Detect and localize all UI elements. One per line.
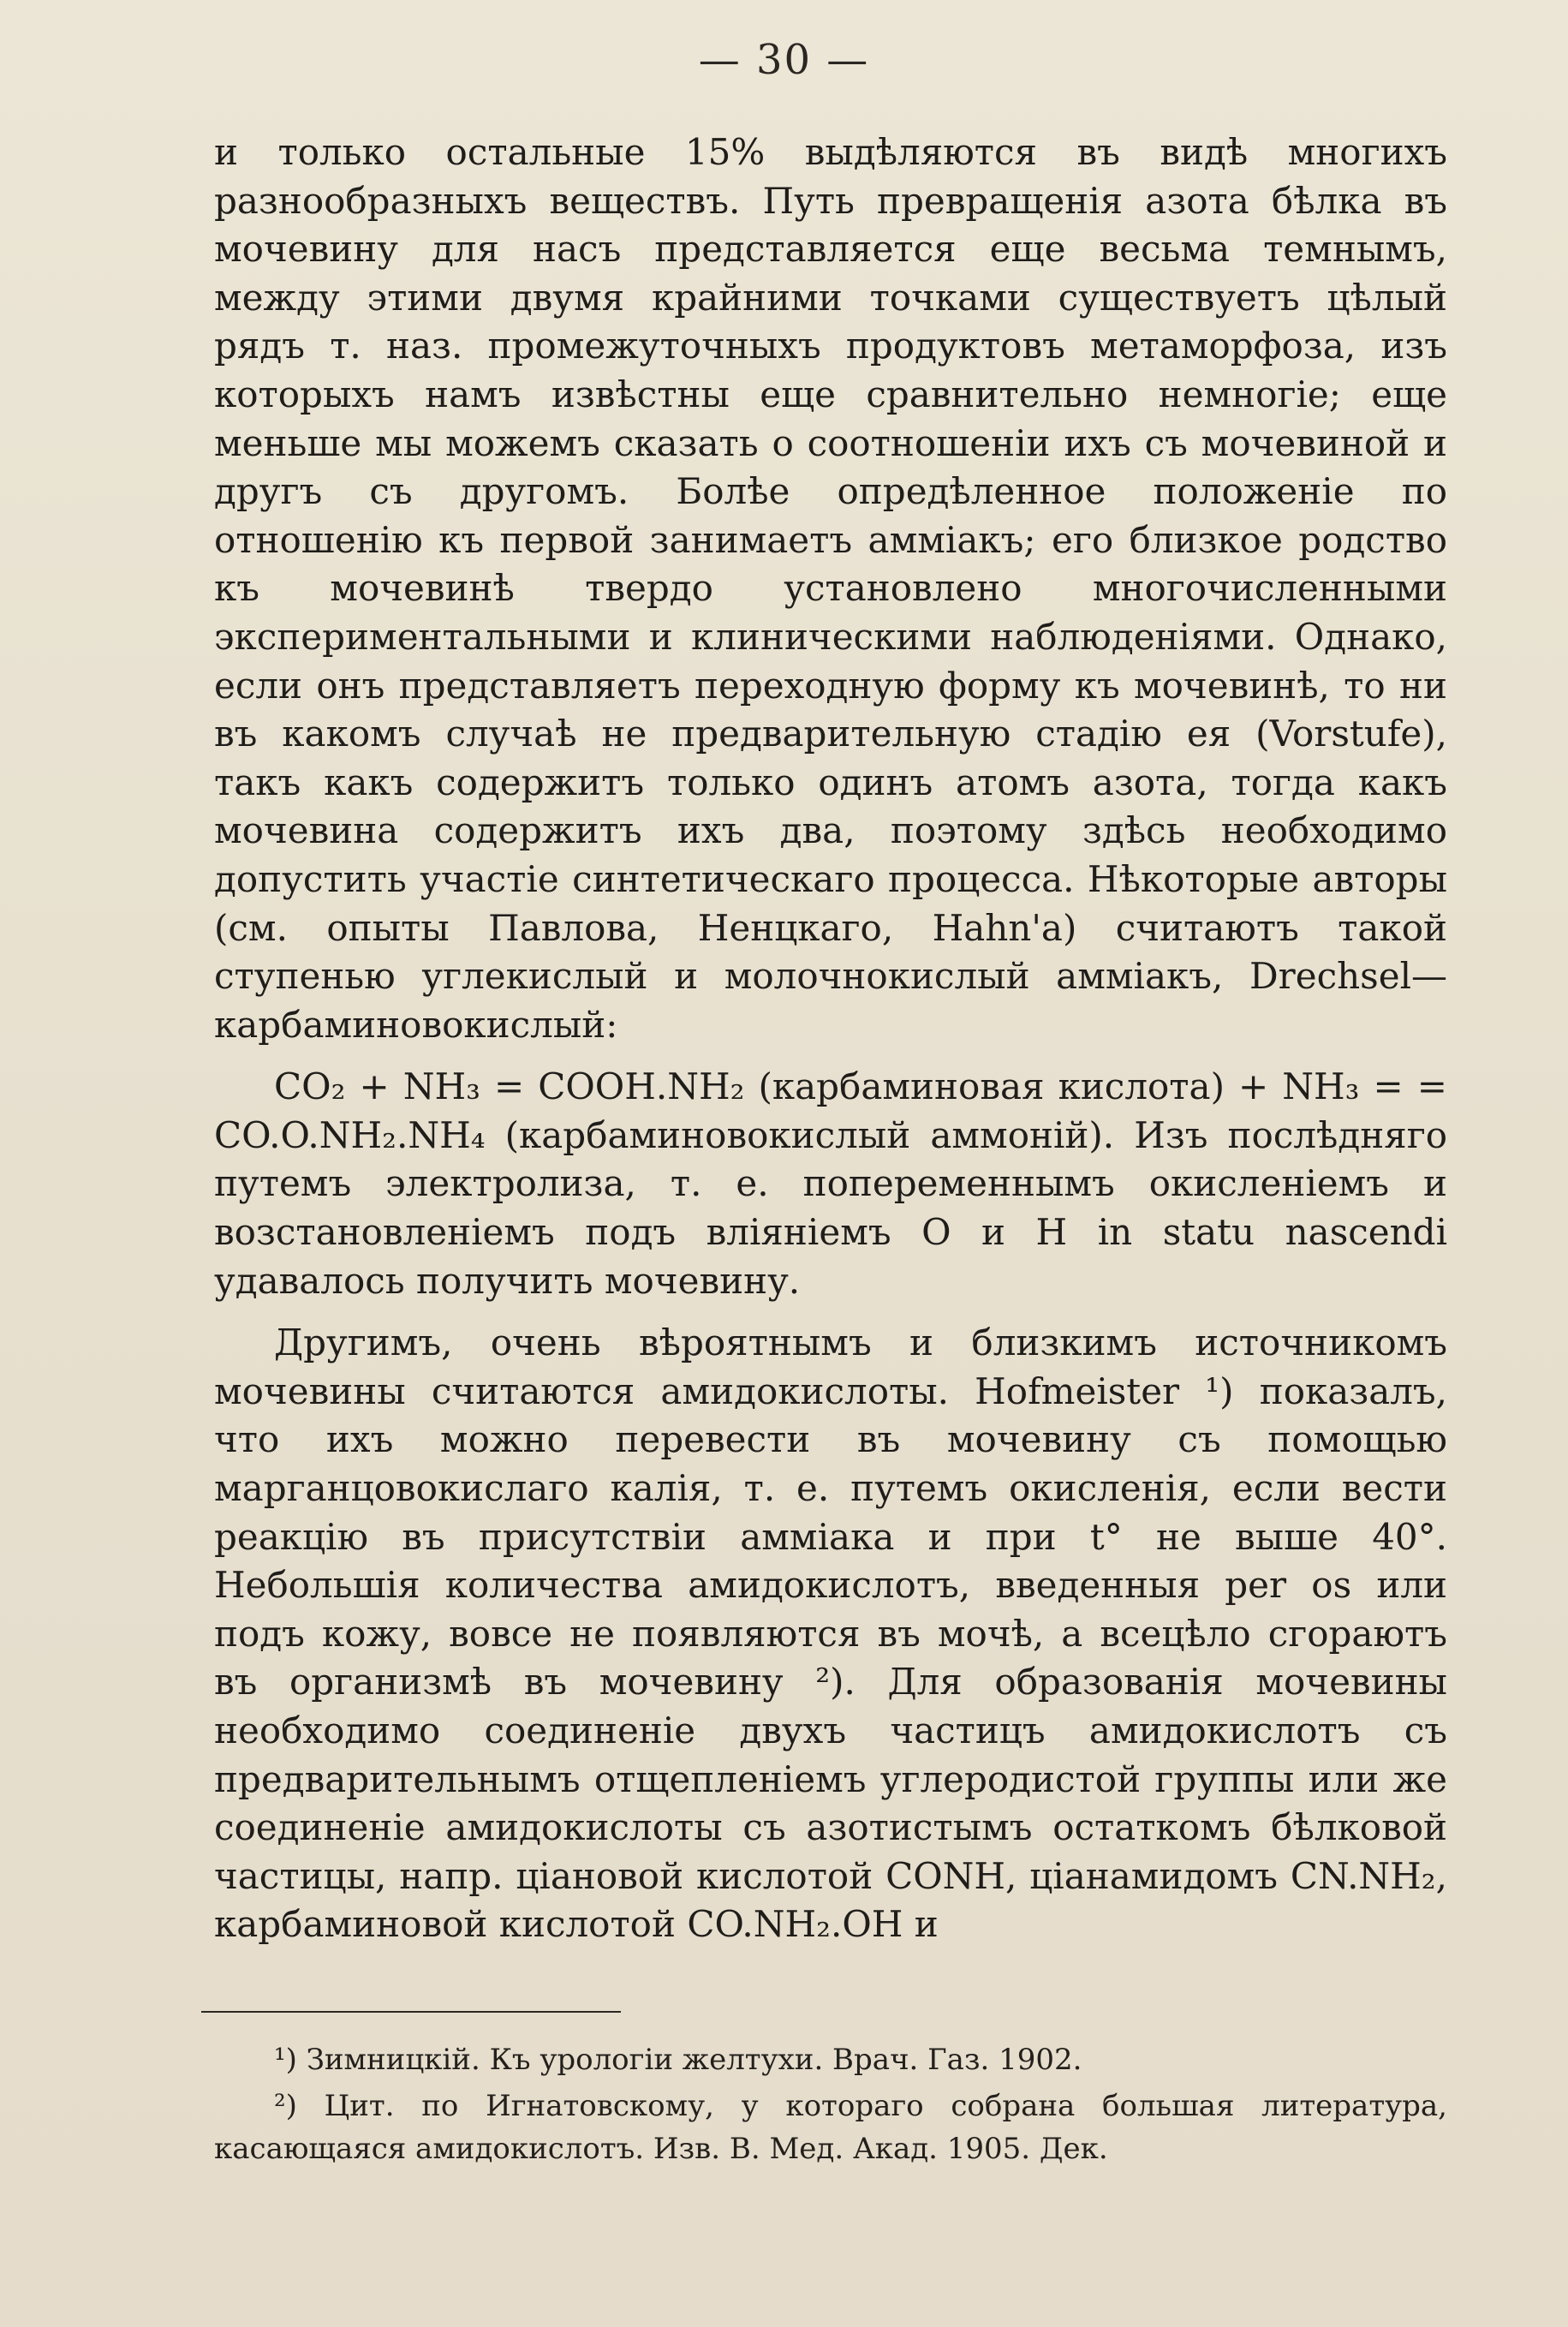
paragraph-1: и только остальные 15% выдѣляются въ видѣ многихъ разнообразныхъ веществъ. Путь превращенія азота бѣлка въ мочевину для насъ представляется еще весьма темнымъ, между этими двумя крайними точками существуетъ цѣлый рядъ т. наз. промежуточныхъ продуктовъ метаморфоза, изъ которыхъ намъ извѣстны еще сравнительно немногіе; еще меньше мы можемъ сказать о соотношеніи ихъ съ мочевиной и другъ съ другомъ. Болѣе опредѣленное положеніе по отношенію къ первой занимаетъ аммiакъ; его близкое родство къ мочевинѣ твердо установлено многочисленными экспериментальными и клиническими наблюденіями. Однако, если онъ представляетъ переходную форму къ мочевинѣ, то ни въ какомъ случаѣ не предварительную стадію ея (Vorstufe), такъ какъ содержитъ только одинъ атомъ азота, тогда какъ мочевина содержитъ ихъ два, поэтому здѣсь необходимо допустить участіе синтетическаго процесса. Нѣкоторые авторы (см. опыты Павлова, Ненцкаго, Hahn'a) считаютъ такой ступенью углекислый и молочнокислый аммiакъ, Drechsel—карбаминовокислый: [214,131,1447,1046]
footnotes [214,2038,1447,2174]
footnote-1: ¹) Зимницкій. Къ урологіи желтухи. Врач. Газ. 1902. [274,2043,1082,2077]
footnote-divider [201,2011,621,2013]
paragraph-2-formula: CO₂ + NH₃ = COOH.NH₂ (карбаминовая кислота) + NH₃ = = CO.O.NH₂.NH₄ (карбаминовокислый аммоній). Изъ послѣдняго путемъ электролиза, т. е. попеременнымъ окисленіемъ и возстановленіемъ подъ вліяніемъ O и H in statu nascendi удавалось получить мочевину. [214,1065,1447,1302]
main-text [214,128,1447,1963]
page-number: — 30 — [698,36,870,84]
paragraph-3: Другимъ, очень вѣроятнымъ и близкимъ источникомъ мочевины считаются амидокислоты. Hofmeister ¹) показалъ, что ихъ можно перевести въ мочевину съ помощью марганцовокислаго калія, т. е. путемъ окисленія, если вести реакцію въ присутствіи аммiака и при t° не выше 40°. Небольшія количества амидокислотъ, введенныя per os или подъ кожу, вовсе не появляются въ мочѣ, а всецѣло сгораютъ въ организмѣ въ мочевину ²). Для образованія мочевины необходимо соединеніе двухъ частицъ амидокислотъ съ предварительнымъ отщепленіемъ углеродистой группы или же соединеніе амидокислоты съ азотистымъ остаткомъ бѣлковой частицы, напр. ціановой кислотой CONH, ціанамидомъ CN.NH₂, карбаминовой кислотой CO.NH₂.OH и [214,1322,1447,1946]
footnote-2: ²) Цит. по Игнатовскому, у котораго собрана большая литература, касающаяся амидокислотъ. Изв. В. Мед. Акад. 1905. Дек. [214,2089,1447,2166]
